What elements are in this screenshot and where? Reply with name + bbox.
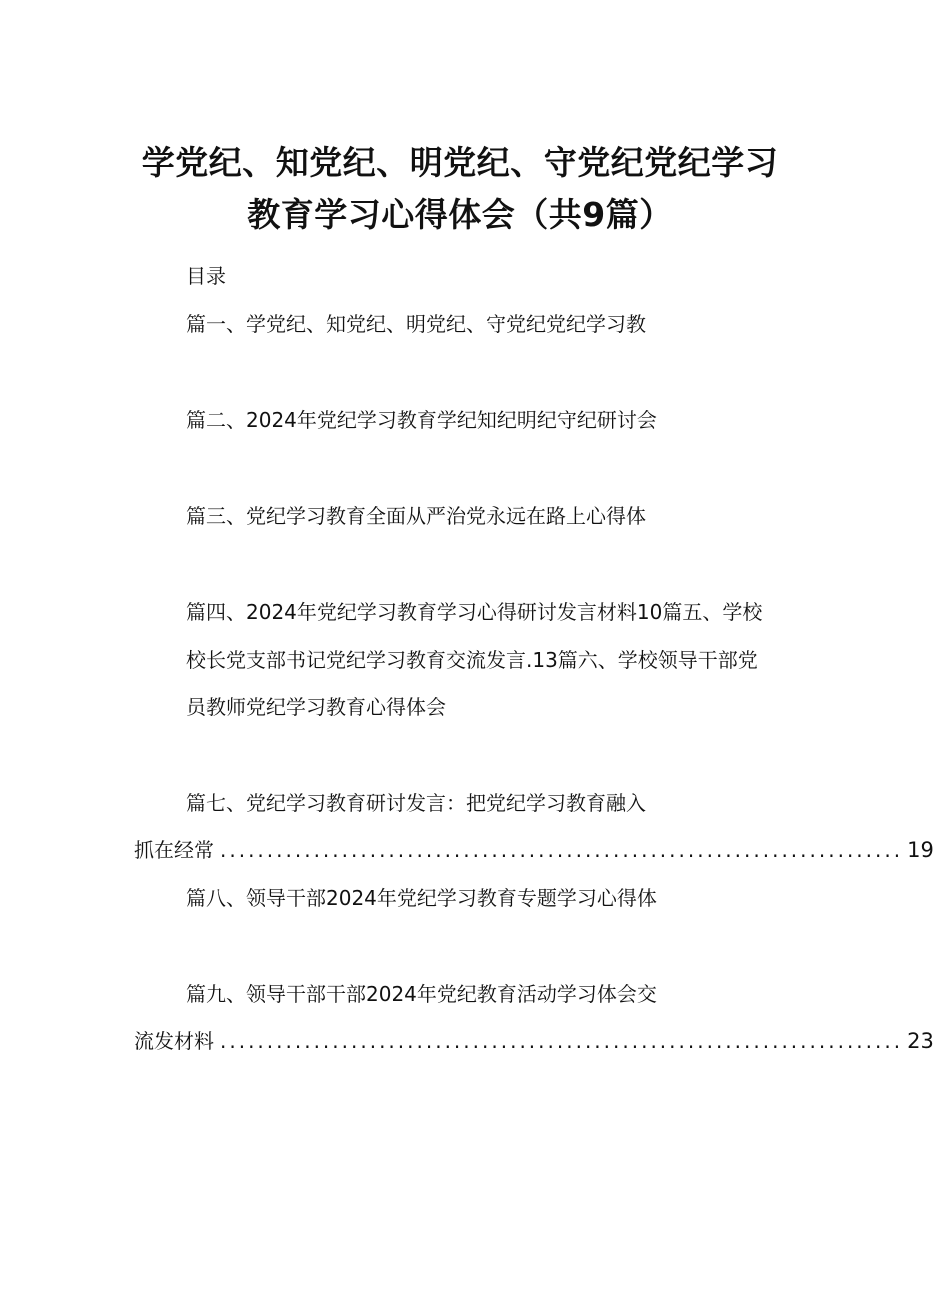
toc-item-7-page-number: 19 [907, 838, 934, 862]
toc-item-9-text: 流发材料 [134, 1029, 214, 1053]
toc-item-4-line-1[interactable]: 篇四、2024年党纪学习教育学习心得研讨发言材料10篇五、学校 [186, 600, 763, 624]
toc-item-7-line-1[interactable]: 篇七、党纪学习教育研讨发言：把党纪学习教育融入 [186, 791, 646, 815]
toc-item-1[interactable]: 篇一、学党纪、知党纪、明党纪、守党纪党纪学习教 [186, 312, 646, 336]
toc-item-2[interactable]: 篇二、2024年党纪学习教育学纪知纪明纪守纪研讨会 [186, 408, 657, 432]
toc-item-9-line-2[interactable] [134, 1029, 934, 1053]
toc-item-3[interactable]: 篇三、党纪学习教育全面从严治党永远在路上心得体 [186, 504, 646, 528]
toc-item-8[interactable]: 篇八、领导干部2024年党纪学习教育专题学习心得体 [186, 886, 657, 910]
document-title-line-1: 学党纪、知党纪、明党纪、守党纪党纪学习 [141, 143, 779, 182]
dot-leader: ......................................................................... [220, 838, 904, 862]
toc-item-9-line-1[interactable]: 篇九、领导干部干部2024年党纪教育活动学习体会交 [186, 982, 657, 1006]
toc-item-7-line-2[interactable] [134, 838, 934, 862]
toc-item-7-text: 抓在经常 [134, 838, 214, 862]
document-title-line-2: 教育学习心得体会（共9篇） [247, 195, 673, 234]
toc-item-9-page-number: 23 [907, 1029, 934, 1053]
toc-item-4-line-3[interactable]: 员教师党纪学习教育心得体会 [186, 695, 446, 719]
toc-heading: 目录 [186, 264, 226, 288]
toc-item-4-line-2[interactable]: 校长党支部书记党纪学习教育交流发言.13篇六、学校领导干部党 [186, 648, 758, 672]
dot-leader: ......................................................................... [220, 1029, 904, 1053]
